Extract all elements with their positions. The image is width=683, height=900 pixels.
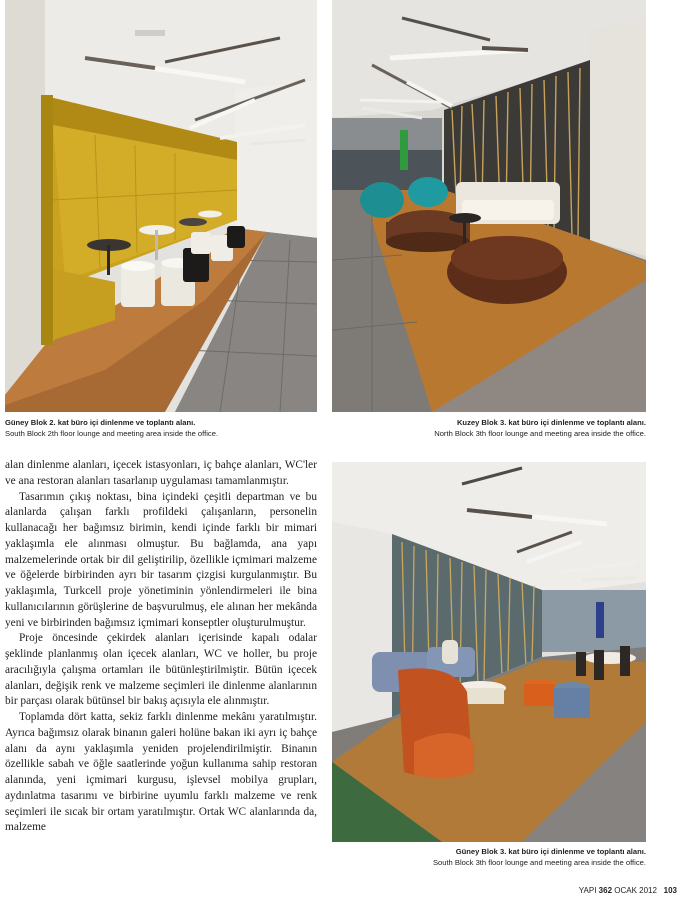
paragraph: Toplamda dört katta, sekiz farklı dinlenme mekânı yaratılmıştır. Ayrıca bağımsız olarak binanın galeri holüne bakan iki ayrı iç bahçe alanı da aynı yaklaşımla yeniden projelendirilmiştir. Binanın özellikle sabah ve öğle saatlerinde yoğun kullanıma sahip restoran alanında, yeni içmimari kurgusu, işlevsel mobilya grupları, aydınlatma tasarımı ve birbirine uyumlu farklı malzeme ve renk seçimleri ile sıcak bir ortam yaratılmıştır. Ortak WC alanlarında da, malzeme xyxy=(5,711,317,834)
issue-date: OCAK 2012 xyxy=(614,886,657,895)
issue-number: 362 xyxy=(598,886,613,895)
paragraph: Proje öncesinde çekirdek alanları içerisinde kapalı odalar şeklinde planlanmış olan içecek alanları, WC ve holler, bu proje aracılığıyla çalışma ortamları ile bütünleştirilmiştir. Bütün içecek alanları, değişik renk ve malzeme seçimleri ile dinlenme alanlarının bir parçası olarak bütünsel bir bakış açısıyla ele alınmıştır. xyxy=(5,632,317,708)
caption-top-left-en: South Block 2th floor lounge and meeting area inside the office. xyxy=(5,428,219,438)
photo-north-block-3 xyxy=(332,0,646,412)
caption-bottom-right xyxy=(326,847,646,868)
article-body xyxy=(5,458,317,836)
paragraph: alan dinlenme alanları, içecek istasyonları, iç bahçe alanları, WC'ler ve ana restoran alanları tasarlanıp uygulaması tamamlanmıştır. xyxy=(5,459,317,487)
page-footer xyxy=(579,886,677,895)
caption-bottom-right-tr: Güney Blok 3. kat büro içi dinlenme ve toplantı alanı. xyxy=(455,847,646,856)
magazine-name: YAPI xyxy=(578,886,597,895)
caption-top-right-tr: Kuzey Blok 3. kat büro içi dinlenme ve toplantı alanı. xyxy=(456,418,646,427)
caption-top-right-en: North Block 3th floor lounge and meeting area inside the office. xyxy=(434,428,646,438)
caption-top-left xyxy=(5,418,325,439)
photo-south-block-3 xyxy=(332,462,646,842)
page-number: 103 xyxy=(663,886,677,895)
caption-bottom-right-en: South Block 3th floor lounge and meeting area inside the office. xyxy=(432,857,646,867)
caption-top-left-tr: Güney Blok 2. kat büro içi dinlenme ve toplantı alanı. xyxy=(5,418,196,427)
caption-top-right xyxy=(326,418,646,439)
paragraph: Tasarımın çıkış noktası, bina içindeki çeşitli departman ve bu alanlarda çalışan farklı profildeki çalışanların, personelin kullanacağı her bağımsız birimin, kendi içinde farklı bir mimari yaklaşımla ele alınması olmuştur. Bu bağlamda, ana yapı malzemelerinde ortak bir dil geliştirilip, özellikle içmimari malzeme ve öğelerde birbirinden ayrı bir tasarım çizgisi kurgulanmıştır. Bu yaklaşımla, Turkcell proje yönetiminin yönlendirmeleri ile bina kullanıcılarının görüşlerine de başvurulmuş, ele alınan her mekânda yeni ve birbirinden bağımsız içmimari konseptler oluşturulmuştur. xyxy=(5,490,317,629)
photo-south-block-2 xyxy=(5,0,317,412)
